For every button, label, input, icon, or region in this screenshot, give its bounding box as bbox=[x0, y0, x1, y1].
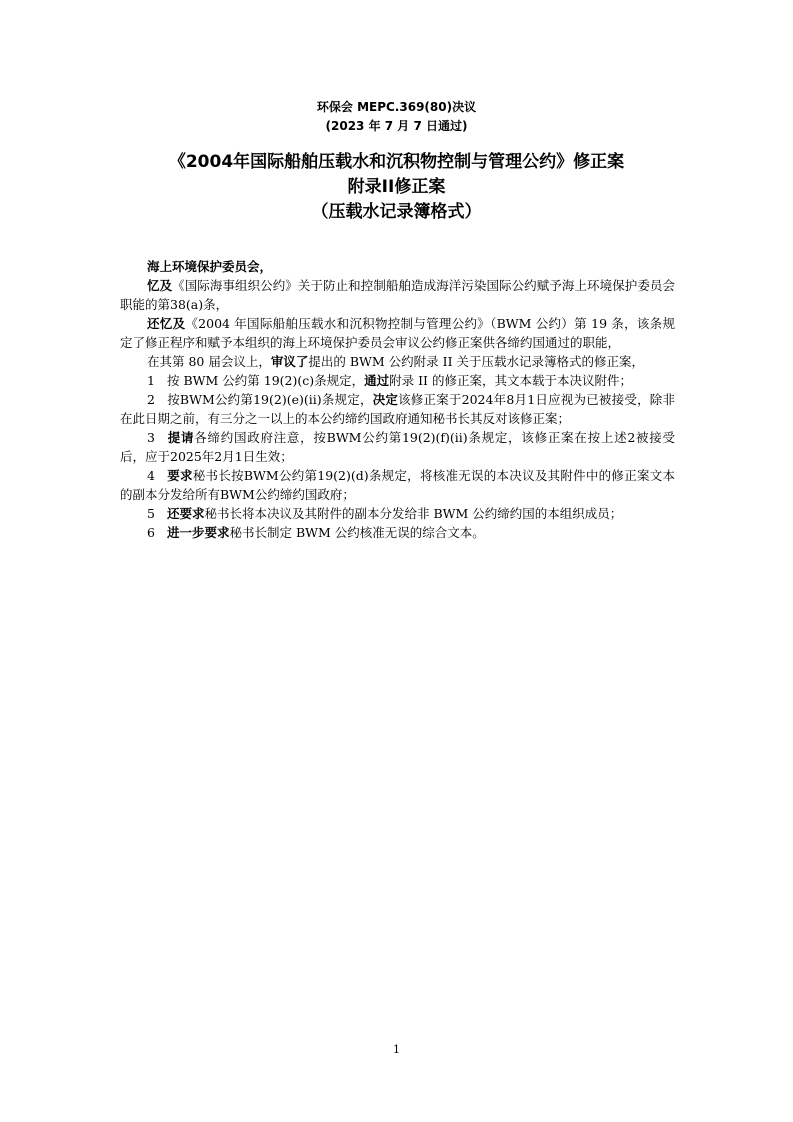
op-6-text: 秘书长制定 BWM 公约核准无误的综合文本。 bbox=[229, 525, 485, 540]
operative-paragraph-6 bbox=[120, 523, 675, 542]
op-1-number: 1 bbox=[147, 373, 155, 388]
preamble-3-pre: 在其第 80 届会议上， bbox=[147, 354, 271, 369]
preamble-2-lead: 还忆及 bbox=[147, 316, 186, 331]
operative-paragraph-5 bbox=[120, 504, 675, 523]
resolution-header bbox=[0, 97, 793, 135]
title-line-2: 附录II修正案 bbox=[347, 177, 446, 197]
op-3-lead: 提请 bbox=[167, 430, 195, 445]
operative-paragraph-3 bbox=[120, 428, 675, 466]
preamble-paragraph-1 bbox=[120, 276, 675, 314]
op-5-lead: 还要求 bbox=[167, 506, 205, 521]
op-2-pre: 按BWM公约第19(2)(e)(ii)条规定， bbox=[167, 392, 373, 407]
op-5-number: 5 bbox=[147, 506, 155, 521]
adoption-date: (2023 年 7 月 7 日通过) bbox=[325, 119, 468, 133]
preamble-paragraph-3 bbox=[120, 352, 675, 371]
operative-paragraph-1 bbox=[120, 371, 675, 390]
op-3-number: 3 bbox=[147, 430, 155, 445]
resolution-number: 环保会 MEPC.369(80)决议 bbox=[316, 100, 477, 114]
operative-paragraph-4 bbox=[120, 466, 675, 504]
preamble-3-lead: 审议了 bbox=[270, 354, 309, 369]
preamble-1-lead: 忆及 bbox=[147, 278, 173, 293]
op-2-lead: 决定 bbox=[372, 392, 399, 407]
op-2-text: 该修正案于2024年8月1日应视为已被接受，除非在此日期之前，有三分之一以上的本公约缔约国政府通知秘书长其反对该修正案； bbox=[120, 392, 675, 426]
document-title bbox=[0, 150, 793, 225]
preamble-1-text: 《国际海事组织公约》关于防止和控制船舶造成海洋污染国际公约赋予海上环境保护委员会职能的第38(a)条， bbox=[120, 278, 675, 312]
resolution-body bbox=[120, 257, 675, 542]
page-number: 1 bbox=[393, 1043, 400, 1056]
title-line-1: 《2004年国际船舶压载水和沉积物控制与管理公约》修正案 bbox=[168, 152, 625, 172]
committee-heading: 海上环境保护委员会， bbox=[147, 259, 273, 274]
op-4-number: 4 bbox=[147, 468, 155, 483]
preamble-paragraph-2 bbox=[120, 314, 675, 352]
operative-paragraph-2 bbox=[120, 390, 675, 428]
title-line-3: （压载水记录簿格式） bbox=[311, 202, 482, 222]
op-6-lead: 进一步要求 bbox=[167, 525, 230, 540]
op-3-text: 各缔约国政府注意，按BWM公约第19(2)(f)(ii)条规定，该修正案在按上述2被接受后，应于2025年2月1日生效； bbox=[120, 430, 675, 464]
preamble-2-text: 《2004 年国际船舶压载水和沉积物控制与管理公约》（BWM 公约）第 19 条，该条规定了修正程序和赋予本组织的海上环境保护委员会审议公约修正案供各缔约国通过的职能， bbox=[120, 316, 675, 350]
op-1-text: 附录 II 的修正案，其文本载于本决议附件； bbox=[389, 373, 632, 388]
op-1-lead: 通过 bbox=[364, 373, 390, 388]
op-2-number: 2 bbox=[147, 392, 155, 407]
preamble-3-text: 提出的 BWM 公约附录 II 关于压载水记录簿格式的修正案， bbox=[308, 354, 644, 369]
op-5-text: 秘书长将本决议及其附件的副本分发给非 BWM 公约缔约国的本组织成员； bbox=[204, 506, 623, 521]
op-4-lead: 要求 bbox=[167, 468, 193, 483]
op-1-pre: 按 BWM 公约第 19(2)(c)条规定， bbox=[167, 373, 365, 388]
op-6-number: 6 bbox=[147, 525, 155, 540]
op-4-text: 秘书长按BWM公约第19(2)(d)条规定，将核准无误的本决议及其附件中的修正案文本的副本分发给所有BWM公约缔约国政府； bbox=[120, 468, 675, 502]
